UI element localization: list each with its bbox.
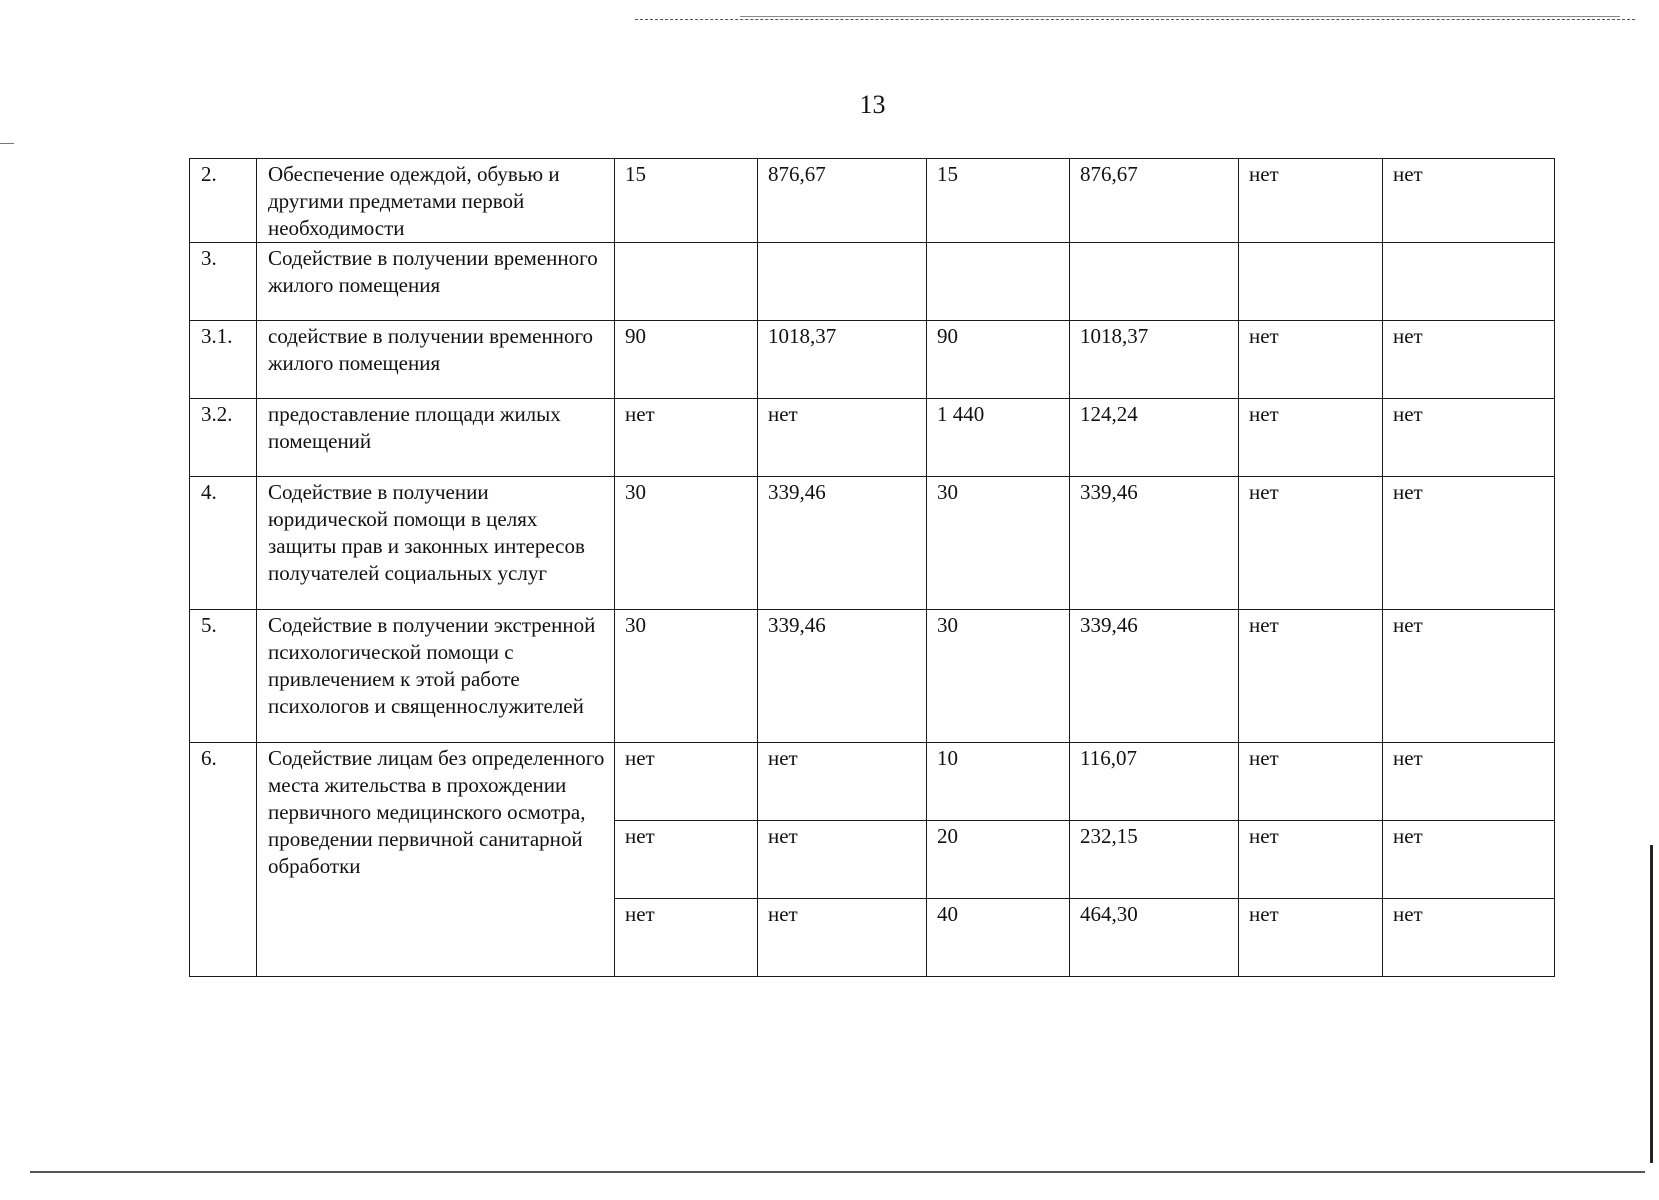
value-cell: нет xyxy=(1383,321,1555,399)
value-cell: 15 xyxy=(927,159,1070,243)
scan-edge-line xyxy=(1650,845,1653,1163)
value-cell xyxy=(927,243,1070,321)
value-cell: 876,67 xyxy=(758,159,927,243)
value-cell: 339,46 xyxy=(1070,610,1239,743)
value-cell: 116,07 xyxy=(1070,743,1239,821)
service-name: Содействие в получении юридической помощи в целях защиты прав и законных интересов получателей социальных услуг xyxy=(257,477,615,610)
value-cell: нет xyxy=(1383,399,1555,477)
scan-edge-line xyxy=(30,1171,1645,1173)
value-cell: нет xyxy=(758,821,927,899)
value-cell: 40 xyxy=(927,899,1070,977)
value-cell: нет xyxy=(1383,743,1555,821)
value-cell: 30 xyxy=(615,477,758,610)
value-cell: нет xyxy=(615,399,758,477)
value-cell: нет xyxy=(1383,159,1555,243)
table-row xyxy=(190,159,1555,243)
value-cell: нет xyxy=(1383,477,1555,610)
value-cell: 339,46 xyxy=(758,477,927,610)
row-number: 5. xyxy=(190,610,257,743)
value-cell: 339,46 xyxy=(1070,477,1239,610)
table-row xyxy=(190,243,1555,321)
value-cell: 1 440 xyxy=(927,399,1070,477)
value-cell: нет xyxy=(758,743,927,821)
service-name: Содействие лицам без определенного места жительства в прохождении первичного медицинского осмотра, проведении первичной санитарной обработки xyxy=(257,743,615,977)
value-cell xyxy=(1239,243,1383,321)
value-cell: 10 xyxy=(927,743,1070,821)
scan-edge-line xyxy=(635,19,1635,20)
value-cell: нет xyxy=(1239,899,1383,977)
value-cell: 30 xyxy=(927,610,1070,743)
value-cell: 30 xyxy=(927,477,1070,610)
table-row xyxy=(190,321,1555,399)
value-cell: 339,46 xyxy=(758,610,927,743)
page-number: 13 xyxy=(859,90,886,119)
value-cell: 232,15 xyxy=(1070,821,1239,899)
value-cell xyxy=(758,243,927,321)
value-cell: нет xyxy=(1239,399,1383,477)
value-cell: 1018,37 xyxy=(1070,321,1239,399)
value-cell: 1018,37 xyxy=(758,321,927,399)
value-cell: нет xyxy=(1239,477,1383,610)
row-number: 3. xyxy=(190,243,257,321)
value-cell: нет xyxy=(1383,821,1555,899)
value-cell: 30 xyxy=(615,610,758,743)
service-name: содействие в получении временного жилого помещения xyxy=(257,321,615,399)
value-cell: нет xyxy=(615,821,758,899)
value-cell: нет xyxy=(1239,821,1383,899)
value-cell xyxy=(615,243,758,321)
row-number: 3.2. xyxy=(190,399,257,477)
services-table xyxy=(189,158,1555,977)
value-cell: нет xyxy=(758,399,927,477)
row-number: 6. xyxy=(190,743,257,977)
service-name: предоставление площади жилых помещений xyxy=(257,399,615,477)
scan-edge-line xyxy=(740,16,1620,17)
table-row xyxy=(190,743,1555,821)
service-name: Содействие в получении временного жилого помещения xyxy=(257,243,615,321)
value-cell: нет xyxy=(1383,899,1555,977)
value-cell xyxy=(1070,243,1239,321)
value-cell xyxy=(1383,243,1555,321)
value-cell: нет xyxy=(615,743,758,821)
value-cell: нет xyxy=(1383,610,1555,743)
value-cell: 464,30 xyxy=(1070,899,1239,977)
service-name: Содействие в получении экстренной психологической помощи с привлечением к этой работе психологов и священнослужителей xyxy=(257,610,615,743)
table-row xyxy=(190,399,1555,477)
value-cell: нет xyxy=(615,899,758,977)
table-row xyxy=(190,610,1555,743)
scan-edge-mark xyxy=(0,143,14,144)
row-number: 2. xyxy=(190,159,257,243)
value-cell: 90 xyxy=(927,321,1070,399)
value-cell: нет xyxy=(758,899,927,977)
value-cell: 90 xyxy=(615,321,758,399)
table-row xyxy=(190,477,1555,610)
value-cell: 876,67 xyxy=(1070,159,1239,243)
value-cell: нет xyxy=(1239,610,1383,743)
value-cell: нет xyxy=(1239,321,1383,399)
service-name: Обеспечение одеждой, обувью и другими предметами первой необходимости xyxy=(257,159,615,243)
row-number: 4. xyxy=(190,477,257,610)
value-cell: 20 xyxy=(927,821,1070,899)
row-number: 3.1. xyxy=(190,321,257,399)
value-cell: 124,24 xyxy=(1070,399,1239,477)
value-cell: нет xyxy=(1239,159,1383,243)
value-cell: нет xyxy=(1239,743,1383,821)
value-cell: 15 xyxy=(615,159,758,243)
